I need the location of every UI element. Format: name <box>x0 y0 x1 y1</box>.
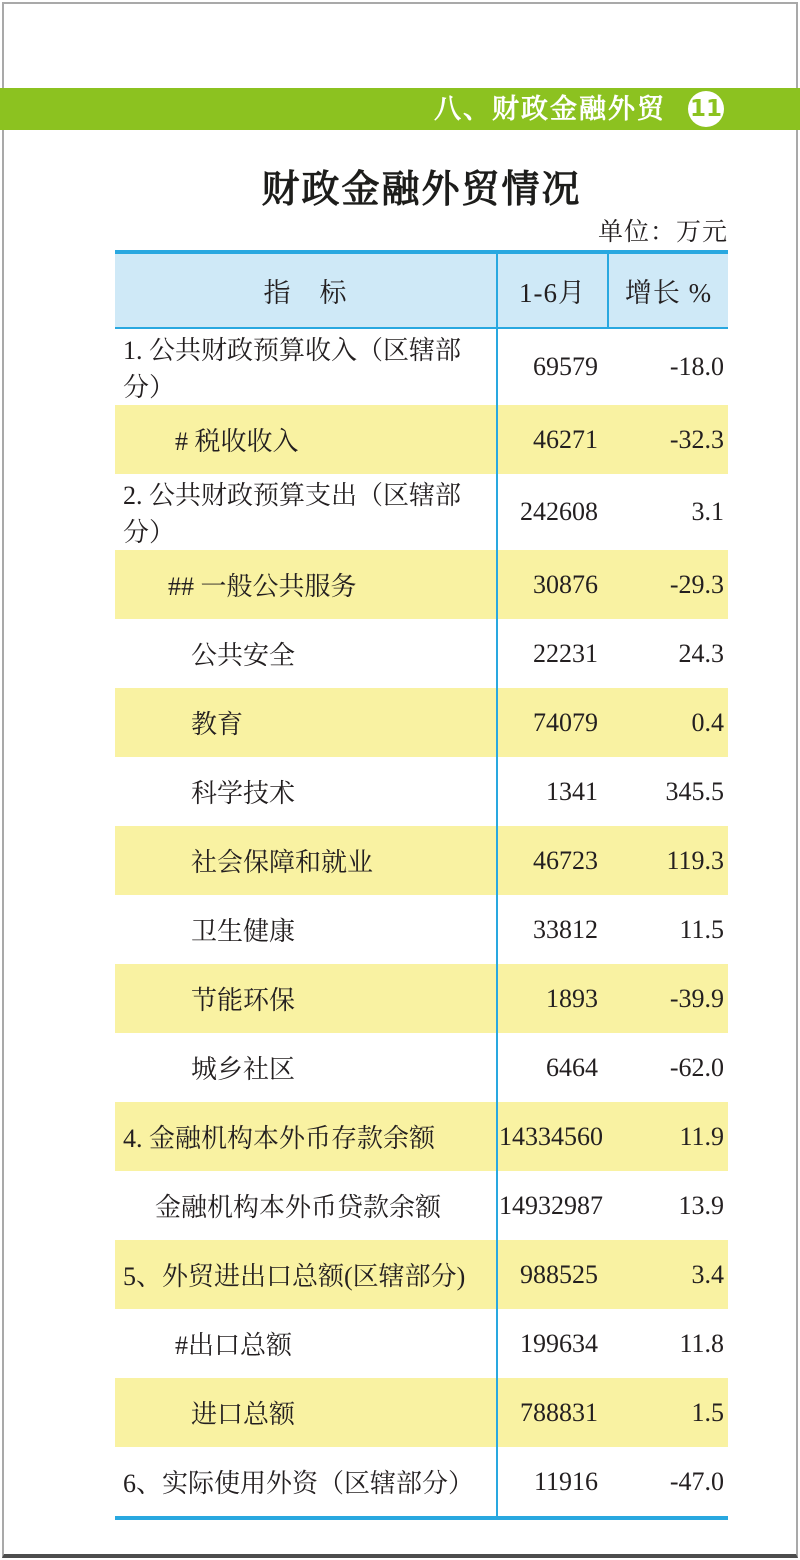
value-cell: 199634 <box>497 1309 608 1378</box>
indicator-label: 节能环保 <box>115 964 497 1033</box>
value-cell: 30876 <box>497 550 608 619</box>
unit-label: 单位：万元 <box>597 219 728 246</box>
table-row <box>115 474 728 550</box>
table-row <box>115 688 728 757</box>
table-row <box>115 964 728 1033</box>
value-cell: 988525 <box>497 1240 608 1309</box>
growth-cell: -39.9 <box>608 964 728 1033</box>
page-title: 财政金融外贸情况 <box>261 167 582 211</box>
indicator-label: 5、外贸进出口总额(区辖部分) <box>115 1240 497 1309</box>
table-row <box>115 895 728 964</box>
table-row <box>115 1033 728 1102</box>
indicator-label: 进口总额 <box>115 1378 497 1447</box>
value-cell: 788831 <box>497 1378 608 1447</box>
section-banner <box>0 88 800 130</box>
table-row <box>115 1240 728 1309</box>
indicator-label: 卫生健康 <box>191 917 296 946</box>
growth-cell: 3.4 <box>608 1240 728 1309</box>
value-cell: 14334560 <box>497 1102 608 1171</box>
growth-cell: 24.3 <box>678 638 724 668</box>
value-cell: 242608 <box>497 474 608 550</box>
indicator-label: # 税收收入 <box>115 405 497 474</box>
indicator-label: 金融机构本外币贷款余额 <box>155 1193 442 1222</box>
growth-cell: -18.0 <box>669 352 724 381</box>
table-header <box>115 252 728 328</box>
data-table-wrap <box>115 250 728 1520</box>
growth-cell: 0.4 <box>608 688 728 757</box>
header-indicator: 指 标 <box>115 252 497 328</box>
value-cell: 46271 <box>497 405 608 474</box>
growth-cell: -32.3 <box>608 405 728 474</box>
indicator-label: 科学技术 <box>191 779 296 808</box>
growth-cell: 119.3 <box>608 826 728 895</box>
table-row <box>115 1378 728 1447</box>
header-period: 1-6月 <box>497 252 608 328</box>
indicator-label: 1. 公共财政预算收入（区辖部分） <box>123 336 462 402</box>
value-cell: 74079 <box>497 688 608 757</box>
table-row <box>115 405 728 474</box>
table-row <box>115 1447 728 1518</box>
indicator-label: #出口总额 <box>175 1331 293 1360</box>
growth-cell: 11.5 <box>679 914 724 944</box>
growth-cell: 11.8 <box>679 1328 724 1358</box>
table-header-row <box>115 252 728 328</box>
growth-cell: 345.5 <box>665 776 724 806</box>
growth-cell: 3.1 <box>691 497 724 526</box>
value-cell: 11916 <box>497 1447 608 1518</box>
indicator-label: ## 一般公共服务 <box>115 550 497 619</box>
indicator-label: 4. 金融机构本外币存款余额 <box>115 1102 497 1171</box>
value-cell: 69579 <box>497 328 608 405</box>
table-row <box>115 757 728 826</box>
header-growth: 增长 % <box>608 252 728 328</box>
growth-cell: -47.0 <box>669 1466 724 1496</box>
growth-cell: 13.9 <box>678 1190 724 1220</box>
table-row <box>115 619 728 688</box>
indicator-label: 公共安全 <box>191 641 296 670</box>
growth-cell: 11.9 <box>608 1102 728 1171</box>
growth-cell: -62.0 <box>669 1052 724 1082</box>
table-row <box>115 1171 728 1240</box>
value-cell: 6464 <box>497 1033 608 1102</box>
value-cell: 22231 <box>497 619 608 688</box>
indicator-label: 6、实际使用外资（区辖部分） <box>123 1469 475 1498</box>
table-row <box>115 328 728 405</box>
value-cell: 1341 <box>497 757 608 826</box>
growth-cell: 1.5 <box>608 1378 728 1447</box>
finance-table <box>115 250 728 1520</box>
indicator-label: 2. 公共财政预算支出（区辖部分） <box>123 481 462 547</box>
section-banner-title: 八、财政金融外贸 <box>434 93 666 125</box>
indicator-label: 教育 <box>115 688 497 757</box>
page-number-badge: 11 <box>688 91 724 127</box>
table-row <box>115 550 728 619</box>
growth-cell: -29.3 <box>608 550 728 619</box>
table-row <box>115 826 728 895</box>
indicator-label: 城乡社区 <box>191 1055 296 1084</box>
value-cell: 46723 <box>497 826 608 895</box>
table-row <box>115 1309 728 1378</box>
table-row <box>115 1102 728 1171</box>
value-cell: 33812 <box>497 895 608 964</box>
value-cell: 1893 <box>497 964 608 1033</box>
value-cell: 14932987 <box>497 1171 608 1240</box>
indicator-label: 社会保障和就业 <box>115 826 497 895</box>
table-body <box>115 328 728 1518</box>
